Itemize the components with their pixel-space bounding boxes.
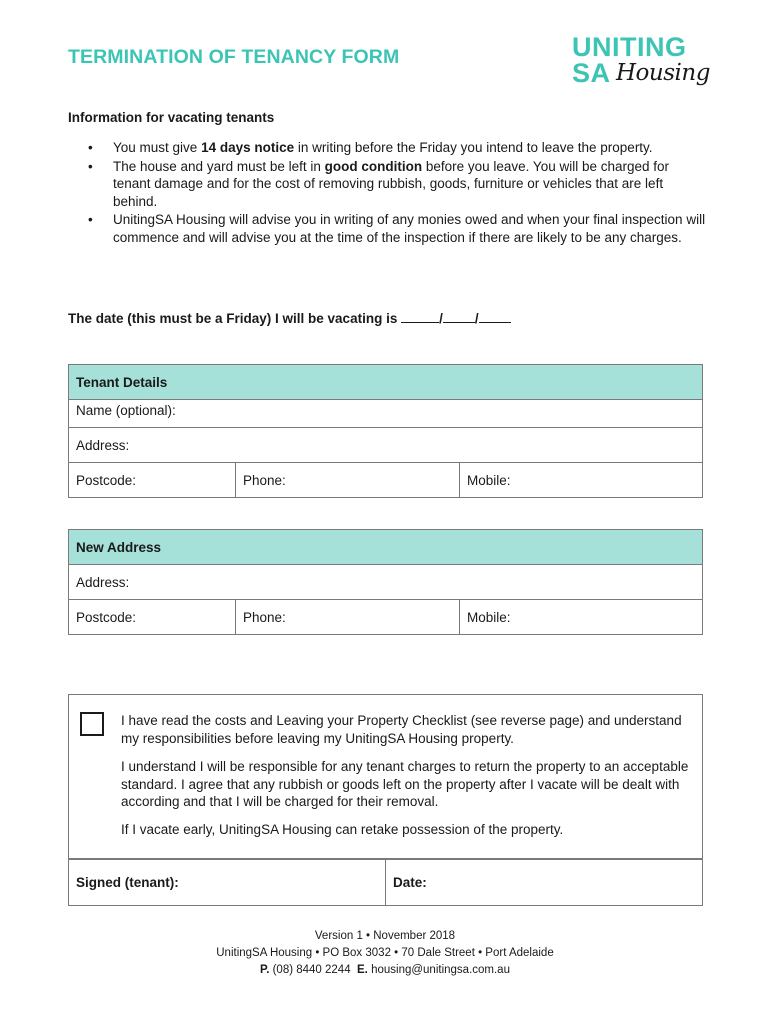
new-postcode-field[interactable]: Postcode: [69, 600, 236, 635]
new-address-field[interactable]: Address: [69, 565, 703, 600]
tenant-phone-field[interactable]: Phone: [236, 463, 460, 498]
signature-date-field[interactable]: Date: [386, 859, 703, 906]
acknowledgement-text-charges: I understand I will be responsible for any tenant charges to return the property to an acceptable standard. I agree that any rubbish or goods left on the property after I vacate will be dealt with according and that I will be charged for their removal. [121, 759, 689, 809]
signature-table [68, 858, 703, 906]
vacating-year-blank[interactable] [479, 310, 511, 323]
logo-text-housing: Housing [616, 60, 710, 86]
footer-phone: (08) 8440 2244 [272, 964, 351, 976]
acknowledgement-text-checklist: I have read the costs and Leaving your Property Checklist (see reverse page) and understand my responsibilities before leaving my UnitingSA Housing property. [121, 713, 682, 746]
footer-email[interactable]: housing@unitingsa.com.au [371, 964, 510, 976]
tenant-postcode-field[interactable]: Postcode: [69, 463, 236, 498]
info-bullet-list [68, 139, 708, 247]
vacating-date-label: The date (this must be a Friday) I will be vacating is [68, 311, 398, 326]
info-heading: Information for vacating tenants [68, 110, 275, 125]
logo-text-sa: SA [572, 58, 611, 88]
new-address-heading: New Address [69, 530, 703, 565]
tenant-name-field[interactable]: Name (optional): [69, 400, 703, 428]
footer-version: Version 1 • November 2018 [314, 930, 456, 942]
tenant-details-table [68, 364, 703, 498]
new-address-table [68, 529, 703, 635]
page-title: TERMINATION OF TENANCY FORM [68, 46, 400, 68]
info-bullet-monies: • UnitingSA Housing will advise you in writing of any monies owed and when your final inspection will commence and will advise you at the time of the inspection if there are likely to be any charges. [68, 211, 708, 246]
new-mobile-field[interactable]: Mobile: [460, 600, 703, 635]
acknowledgement-checkbox[interactable] [80, 712, 104, 736]
footer-address: UnitingSA Housing • PO Box 3032 • 70 Dale Street • Port Adelaide [216, 947, 554, 959]
signed-tenant-field[interactable]: Signed (tenant): [69, 859, 386, 906]
tenant-details-heading: Tenant Details [69, 365, 703, 400]
acknowledgement-text-early-vacate: If I vacate early, UnitingSA Housing can retake possession of the property. [121, 822, 564, 837]
footer-contact: P. (08) 8440 2244 E. housing@unitingsa.com.au [260, 964, 510, 976]
vacating-month-blank[interactable] [443, 310, 475, 323]
tenant-mobile-field[interactable]: Mobile: [460, 463, 703, 498]
info-bullet-condition: • The house and yard must be left in good condition before you leave. You will be charged for tenant damage and for the cost of removing rubbish, goods, furniture or vehicles that are left behind. [68, 158, 708, 211]
footer [0, 928, 770, 979]
info-bullet-notice: • You must give 14 days notice in writing before the Friday you intend to leave the property. [68, 139, 708, 157]
vacating-day-blank[interactable] [401, 310, 439, 323]
logo-text-uniting: UNITING [572, 32, 687, 62]
unitingsa-housing-logo [572, 32, 710, 94]
vacating-date-line: The date (this must be a Friday) I will be vacating is / / [68, 310, 511, 326]
tenant-address-field[interactable]: Address: [69, 428, 703, 463]
new-phone-field[interactable]: Phone: [236, 600, 460, 635]
